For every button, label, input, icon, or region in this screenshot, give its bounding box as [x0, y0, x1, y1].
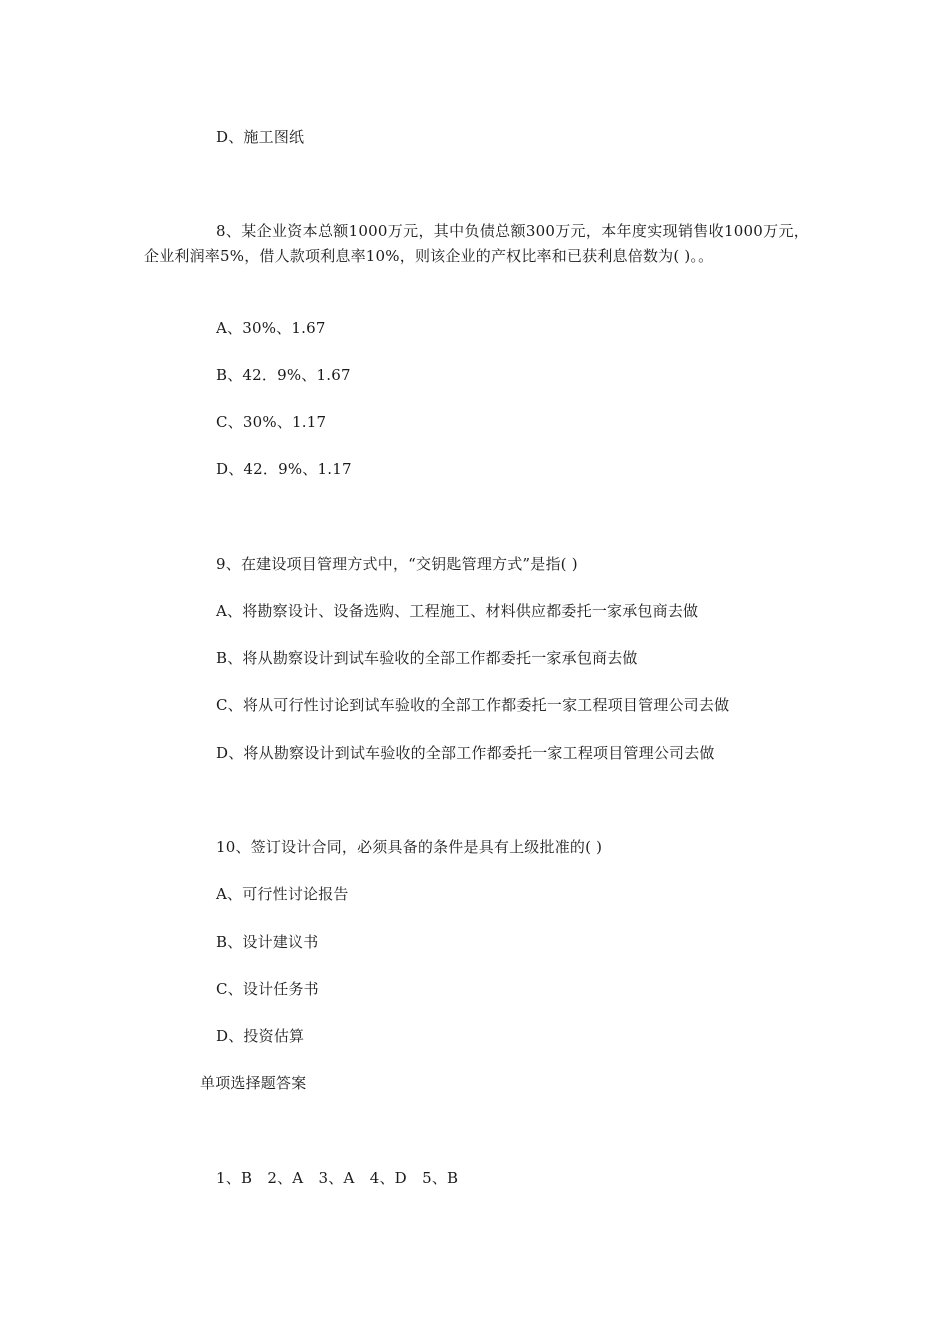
prev-question-option-d: D、施工图纸 — [216, 128, 305, 146]
question-8-option-d: D、42．9%、1.17 — [216, 460, 352, 478]
answers-heading: 单项选择题答案 — [200, 1074, 307, 1092]
question-10-stem: 10、签订设计合同，必须具备的条件是具有上级批准的( ) — [216, 838, 603, 856]
question-8-option-a: A、30%、1.67 — [216, 319, 326, 337]
question-10-option-c: C、设计任务书 — [216, 980, 319, 998]
question-8-option-c: C、30%、1.17 — [216, 413, 327, 431]
question-8-stem: 8、某企业资本总额1000万元，其中负债总额300万元，本年度实现销售收1000万元，企业利润率5%，借人款项利息率10%，则该企业的产权比率和已获利息倍数为( )。。 — [144, 222, 809, 265]
question-8-option-b: B、42．9%、1.67 — [216, 366, 351, 384]
question-10-option-d: D、投资估算 — [216, 1027, 305, 1045]
answers-line: 1、B 2、A 3、A 4、D 5、B — [216, 1169, 459, 1187]
question-10-option-b: B、设计建议书 — [216, 933, 319, 951]
question-10-option-a: A、可行性讨论报告 — [216, 885, 349, 903]
question-9-option-d: D、将从勘察设计到试车验收的全部工作都委托一家工程项目管理公司去做 — [216, 744, 715, 762]
question-9-stem: 9、在建设项目管理方式中，“交钥匙管理方式”是指( ) — [216, 555, 578, 573]
question-9-option-a: A、将勘察设计、设备选购、工程施工、材料供应都委托一家承包商去做 — [216, 602, 699, 620]
question-9-option-c: C、将从可行性讨论到试车验收的全部工作都委托一家工程项目管理公司去做 — [216, 696, 730, 714]
question-9-option-b: B、将从勘察设计到试车验收的全部工作都委托一家承包商去做 — [216, 649, 638, 667]
